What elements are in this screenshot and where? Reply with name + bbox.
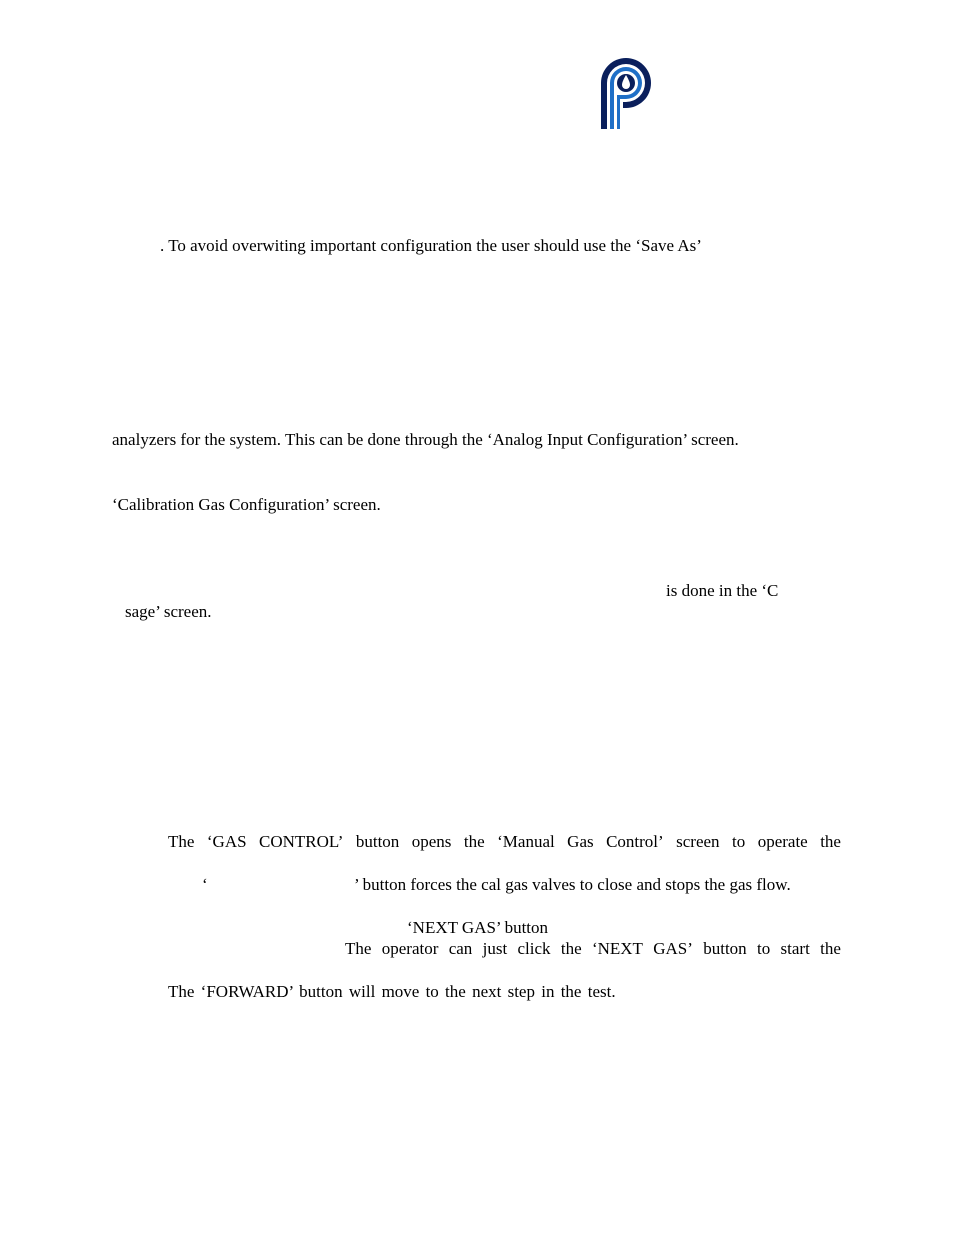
word: button <box>355 832 400 851</box>
word: ‘GAS <box>206 832 247 851</box>
word: Control’ <box>606 832 664 851</box>
paragraph-line: ‘NEXT GAS’ button <box>407 918 549 937</box>
word: screen <box>676 832 720 851</box>
company-logo-icon <box>598 55 654 129</box>
paragraph-line: . To avoid overwiting important configuration the user should use the ‘Save As’ <box>160 236 702 255</box>
paragraph-line: ’ button forces the cal gas valves to close and stops the gas flow. <box>354 875 791 894</box>
word: button <box>703 939 747 958</box>
word: the <box>820 832 841 851</box>
paragraph-line-fragment: ‘ <box>202 875 208 894</box>
word: ‘Manual <box>497 832 555 851</box>
paragraph-line: analyzers for the system. This can be done through the ‘Analog Input Configuration’ screen. <box>112 430 739 449</box>
word: GAS’ <box>653 939 693 958</box>
word: ‘NEXT <box>591 939 643 958</box>
word: can <box>448 939 473 958</box>
word: start <box>780 939 810 958</box>
justified-paragraph-line <box>345 939 841 959</box>
paragraph-line: The ‘FORWARD’ button will move to the next step in the test. <box>168 982 616 1001</box>
word: opens <box>411 832 452 851</box>
paragraph-line: is done in the ‘C <box>666 581 779 600</box>
word: CONTROL’ <box>259 832 344 851</box>
word: to <box>756 939 771 958</box>
word: to <box>732 832 746 851</box>
word: operate <box>757 832 808 851</box>
paragraph-line: ‘Calibration Gas Configuration’ screen. <box>112 495 381 514</box>
word: operator <box>381 939 439 958</box>
word: Gas <box>567 832 594 851</box>
word: The <box>168 832 195 851</box>
word: the <box>560 939 582 958</box>
word: the <box>463 832 485 851</box>
paragraph-line: sage’ screen. <box>125 602 212 621</box>
justified-paragraph-line <box>168 832 841 852</box>
word: the <box>820 939 841 958</box>
word: The <box>345 939 372 958</box>
word: click <box>517 939 551 958</box>
word: just <box>482 939 508 958</box>
